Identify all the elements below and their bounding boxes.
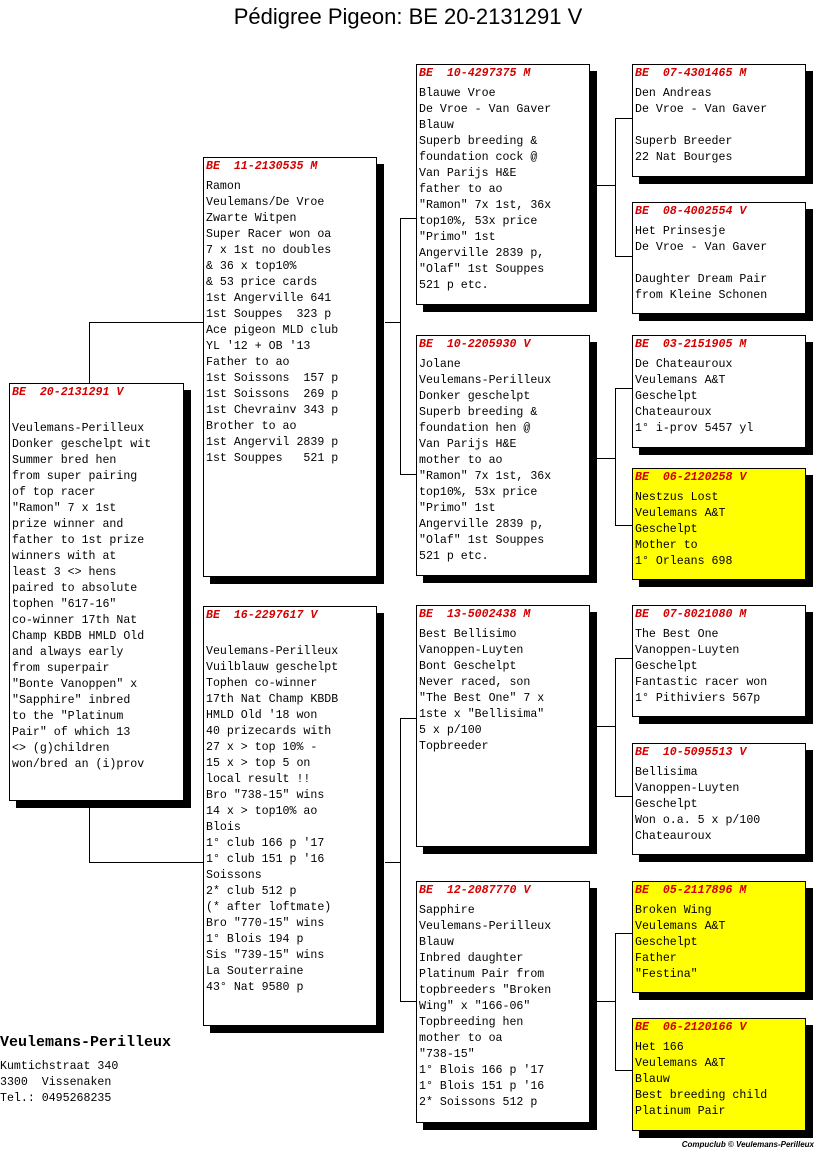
pigeon-info-line: 27 x > top 10% - — [206, 741, 318, 754]
pigeon-card-sire-sire — [416, 64, 590, 305]
pigeon-info-line: Soissons — [206, 869, 262, 882]
pigeon-info-line: Veulemans-Perilleux — [419, 920, 552, 933]
pigeon-info-line: Superb breeding & — [419, 406, 538, 419]
connector-line — [400, 1001, 416, 1002]
pigeon-info-line: Mother to — [635, 539, 698, 552]
pigeon-info-line: La Souterraine — [206, 965, 304, 978]
pigeon-info-line: Veulemans A&T — [635, 507, 726, 520]
ring-number: BE 10-5095513 V — [635, 746, 747, 759]
pigeon-info-line: paired to absolute — [12, 582, 138, 595]
pigeon-info-line: 521 p etc. — [419, 550, 489, 563]
pigeon-info-line: from Kleine Schonen — [635, 289, 768, 302]
pigeon-info-line: Blois — [206, 821, 241, 834]
pigeon-info-line: Geschelpt — [635, 936, 698, 949]
pigeon-info-line: Wing" x "166-06" — [419, 1000, 531, 1013]
connector-line — [89, 862, 204, 863]
pigeon-info-line: 1st Chevrainv 343 p — [206, 404, 339, 417]
pigeon-info-line — [635, 118, 803, 134]
pigeon-info-line: 2* club 512 p — [206, 885, 297, 898]
pigeon-info-line: co-winner 17th Nat — [12, 614, 138, 627]
pigeon-info-line: Donker geschelpt wit — [12, 438, 152, 451]
pigeon-info-line: HMLD Old '18 won — [206, 709, 318, 722]
pigeon-info-line: Blauw — [419, 936, 454, 949]
pigeon-info-line: Father — [635, 952, 677, 965]
pigeon-info-line: Never raced, son — [419, 676, 531, 689]
pigeon-info-line: Superb Breeder — [635, 135, 733, 148]
connector-line — [615, 525, 632, 526]
pigeon-card-dds — [632, 881, 806, 993]
pigeon-info-line — [635, 256, 803, 272]
pigeon-info-line: Vanoppen-Luyten — [419, 644, 524, 657]
pigeon-info-line: Bro "770-15" wins — [206, 917, 325, 930]
pigeon-info-line: mother to ao — [419, 454, 503, 467]
pigeon-info-line: Veulemans-Perilleux — [419, 374, 552, 387]
owner-phone: Tel.: 0495268235 — [0, 1092, 112, 1105]
pigeon-info-line: tophen "617-16" — [12, 598, 117, 611]
connector-line — [385, 862, 400, 863]
ring-number: BE 16-2297617 V — [206, 609, 318, 622]
pigeon-card-sds — [632, 335, 806, 448]
pigeon-info-line: "Sapphire" inbred — [12, 694, 131, 707]
pigeon-info-line — [12, 405, 181, 421]
ring-number: BE 06-2120166 V — [635, 1021, 747, 1034]
pigeon-card-sire — [203, 157, 377, 577]
connector-line — [597, 726, 615, 727]
connector-line — [615, 1070, 632, 1071]
pigeon-info-line: Donker geschelpt — [419, 390, 531, 403]
pigeon-info-line: from superpair — [12, 662, 110, 675]
pigeon-info-line: "The Best One" 7 x — [419, 692, 545, 705]
pigeon-info-line: of top racer — [12, 486, 96, 499]
pigeon-info-line: 1° Blois 166 p '17 — [419, 1064, 545, 1077]
pigeon-info-line: Bont Geschelpt — [419, 660, 517, 673]
pigeon-info-line: Daughter Dream Pair — [635, 273, 768, 286]
owner-address-city: 3300 Vissenaken — [0, 1076, 112, 1089]
pigeon-info-line: Platinum Pair — [635, 1105, 726, 1118]
pigeon-info-line — [206, 628, 374, 644]
pigeon-info-line: "Ramon" 7 x 1st — [12, 502, 117, 515]
ring-number: BE 05-2117896 M — [635, 884, 747, 897]
pigeon-info-line: Summer bred hen — [12, 454, 117, 467]
pigeon-info-line: Angerville 2839 p, — [419, 518, 545, 531]
pigeon-info-line: Superb breeding & — [419, 135, 538, 148]
pigeon-info-line: Geschelpt — [635, 523, 698, 536]
ring-number: BE 03-2151905 M — [635, 338, 747, 351]
pigeon-info-line: Nestzus Lost — [635, 491, 719, 504]
pigeon-info-line: Veulemans-Perilleux — [206, 645, 339, 658]
pigeon-info-line: 7 x 1st no doubles — [206, 244, 332, 257]
owner-name: Veulemans-Perilleux — [0, 1034, 172, 1051]
footer-credit: Compuclub © Veulemans-Perilleux — [681, 1140, 814, 1149]
pigeon-info-line: Father to ao — [206, 356, 290, 369]
connector-line — [615, 388, 616, 525]
ring-number: BE 11-2130535 M — [206, 160, 318, 173]
pigeon-info-line: Veulemans A&T — [635, 920, 726, 933]
pigeon-info-line: 2* Soissons 512 p — [419, 1096, 538, 1109]
connector-line — [615, 658, 616, 796]
pigeon-info-line: Sapphire — [419, 904, 475, 917]
pigeon-info-line: "Primo" 1st — [419, 231, 496, 244]
pigeon-info-line: top10%, 53x price — [419, 486, 538, 499]
pigeon-info-line: Het Prinsesje — [635, 225, 726, 238]
pigeon-info-line: Won o.a. 5 x p/100 — [635, 814, 761, 827]
pigeon-info-line: & 53 price cards — [206, 276, 318, 289]
pigeon-card-ddd — [632, 1018, 806, 1131]
pigeon-info-line: Best breeding child — [635, 1089, 768, 1102]
pigeon-card-dss — [632, 605, 806, 717]
pigeon-card-ssd — [632, 202, 806, 314]
pigeon-info-line: Pair" of which 13 — [12, 726, 131, 739]
ring-number: BE 06-2120258 V — [635, 471, 747, 484]
pigeon-info-line: Veulemans/De Vroe — [206, 196, 325, 209]
pigeon-info-line: "Bonte Vanoppen" x — [12, 678, 138, 691]
pigeon-info-line: Ramon — [206, 180, 241, 193]
connector-line — [400, 218, 401, 474]
connector-line — [400, 218, 416, 219]
pigeon-info-line: least 3 <> hens — [12, 566, 117, 579]
pigeon-info-line: from super pairing — [12, 470, 138, 483]
connector-line — [615, 658, 632, 659]
connector-line — [400, 718, 416, 719]
pigeon-info-line: Sis "739-15" wins — [206, 949, 325, 962]
connector-line — [615, 933, 632, 934]
pigeon-info-line: 1° Blois 151 p '16 — [419, 1080, 545, 1093]
pigeon-info-line: & 36 x top10% — [206, 260, 297, 273]
pigeon-info-line: (* after loftmate) — [206, 901, 332, 914]
pigeon-info-line: 22 Nat Bourges — [635, 151, 733, 164]
pigeon-info-line: 1° club 151 p '16 — [206, 853, 325, 866]
pigeon-info-line: Blauw — [419, 119, 454, 132]
pigeon-info-line: 521 p etc. — [419, 279, 489, 292]
pigeon-info-line: 15 x > top 5 on — [206, 757, 311, 770]
pigeon-info-line: 1° Blois 194 p — [206, 933, 304, 946]
pigeon-info-line: Geschelpt — [635, 798, 698, 811]
pigeon-info-line: Fantastic racer won — [635, 676, 768, 689]
pigeon-info-line: "Ramon" 7x 1st, 36x — [419, 470, 552, 483]
pigeon-info-line: De Vroe - Van Gaver — [419, 103, 552, 116]
pigeon-info-line: Den Andreas — [635, 87, 712, 100]
pigeon-info-line: Het 166 — [635, 1041, 684, 1054]
pigeon-info-line: foundation cock @ — [419, 151, 538, 164]
ring-number: BE 20-2131291 V — [12, 386, 124, 399]
pigeon-info-line: winners with at — [12, 550, 117, 563]
pigeon-info-line: to the "Platinum — [12, 710, 124, 723]
page-title: Pédigree Pigeon: BE 20-2131291 V — [233, 4, 583, 29]
pigeon-info-line: 1° club 166 p '17 — [206, 837, 325, 850]
pigeon-info-line: Bellisima — [635, 766, 698, 779]
pigeon-card-sss — [632, 64, 806, 177]
ring-number: BE 10-4297375 M — [419, 67, 531, 80]
pigeon-card-subject — [9, 383, 184, 801]
pigeon-info-line: <> (g)children — [12, 742, 110, 755]
pigeon-info-line: Veulemans A&T — [635, 374, 726, 387]
pigeon-info-line: Topbreeding hen — [419, 1016, 524, 1029]
pigeon-info-line: De Chateauroux — [635, 358, 733, 371]
pigeon-card-dam-dam — [416, 881, 590, 1123]
connector-line — [400, 718, 401, 1001]
connector-line — [400, 474, 416, 475]
pigeon-info-line: 1ste x "Bellisima" — [419, 708, 545, 721]
pigeon-info-line: Veulemans-Perilleux — [12, 422, 145, 435]
connector-line — [89, 322, 204, 323]
connector-line — [89, 322, 90, 383]
connector-line — [615, 118, 616, 256]
connector-line — [597, 458, 615, 459]
connector-line — [615, 796, 632, 797]
pigeon-info-line: topbreeders "Broken — [419, 984, 552, 997]
pigeon-info-line: Vuilblauw geschelpt — [206, 661, 339, 674]
pigeon-info-line: "Festina" — [635, 968, 698, 981]
pigeon-info-line: "Olaf" 1st Souppes — [419, 534, 545, 547]
connector-line — [385, 322, 400, 323]
pigeon-info-line: Angerville 2839 p, — [419, 247, 545, 260]
pigeon-info-line: father to 1st prize — [12, 534, 145, 547]
pigeon-info-line: Geschelpt — [635, 390, 698, 403]
pigeon-info-line: and always early — [12, 646, 124, 659]
pigeon-info-line: "Ramon" 7x 1st, 36x — [419, 199, 552, 212]
ring-number: BE 07-8021080 M — [635, 608, 747, 621]
ring-number: BE 12-2087770 V — [419, 884, 531, 897]
pigeon-info-line: Vanoppen-Luyten — [635, 644, 740, 657]
pigeon-info-line: father to ao — [419, 183, 503, 196]
pigeon-info-line: Jolane — [419, 358, 461, 371]
connector-line — [597, 1001, 615, 1002]
pigeon-info-line: Broken Wing — [635, 904, 712, 917]
ring-number: BE 07-4301465 M — [635, 67, 747, 80]
pigeon-info-line: "Olaf" 1st Souppes — [419, 263, 545, 276]
pigeon-info-line: Ace pigeon MLD club — [206, 324, 339, 337]
pigeon-info-line: Champ KBDB HMLD Old — [12, 630, 145, 643]
pigeon-info-line: Blauw — [635, 1073, 670, 1086]
pigeon-info-line: 1st Soissons 157 p — [206, 372, 339, 385]
pigeon-info-line: Zwarte Witpen — [206, 212, 297, 225]
pigeon-info-line: 1° Orleans 698 — [635, 555, 733, 568]
pigeon-info-line: top10%, 53x price — [419, 215, 538, 228]
pigeon-info-line: 1st Souppes 521 p — [206, 452, 339, 465]
connector-line — [89, 801, 90, 863]
pigeon-info-line: Van Parijs H&E — [419, 167, 517, 180]
pigeon-card-dsd — [632, 743, 806, 855]
pigeon-info-line: Brother to ao — [206, 420, 297, 433]
pigeon-info-line: 17th Nat Champ KBDB — [206, 693, 339, 706]
connector-line — [615, 118, 632, 119]
pigeon-info-line: The Best One — [635, 628, 719, 641]
pigeon-info-line: De Vroe - Van Gaver — [635, 103, 768, 116]
pigeon-info-line: prize winner and — [12, 518, 124, 531]
owner-address-street: Kumtichstraat 340 — [0, 1060, 119, 1073]
connector-line — [597, 185, 615, 186]
pigeon-info-line: foundation hen @ — [419, 422, 531, 435]
pigeon-info-line: local result !! — [206, 773, 311, 786]
pigeon-info-line: 14 x > top10% ao — [206, 805, 318, 818]
pigeon-info-line: won/bred an (i)prov — [12, 758, 145, 771]
pigeon-info-line: 1st Souppes 323 p — [206, 308, 332, 321]
pigeon-info-line: Chateauroux — [635, 830, 712, 843]
pigeon-info-line: De Vroe - Van Gaver — [635, 241, 768, 254]
pigeon-card-dam — [203, 606, 377, 1026]
pigeon-info-line: Inbred daughter — [419, 952, 524, 965]
connector-line — [615, 933, 616, 1070]
ring-number: BE 08-4002554 V — [635, 205, 747, 218]
pigeon-info-line: Blauwe Vroe — [419, 87, 496, 100]
pigeon-info-line: Vanoppen-Luyten — [635, 782, 740, 795]
pigeon-info-line: Veulemans A&T — [635, 1057, 726, 1070]
ring-number: BE 10-2205930 V — [419, 338, 531, 351]
pigeon-info-line: Bro "738-15" wins — [206, 789, 325, 802]
pigeon-info-line: Geschelpt — [635, 660, 698, 673]
pigeon-info-line: 1st Soissons 269 p — [206, 388, 339, 401]
pigeon-info-line: 1° Pithiviers 567p — [635, 692, 761, 705]
pigeon-info-line: Topbreeder — [419, 740, 489, 753]
pigeon-info-line: "Primo" 1st — [419, 502, 496, 515]
pigeon-info-line: 43° Nat 9580 p — [206, 981, 304, 994]
pigeon-info-line: mother to oa — [419, 1032, 503, 1045]
pigeon-info-line: 5 x p/100 — [419, 724, 482, 737]
pigeon-info-line: Van Parijs H&E — [419, 438, 517, 451]
pigeon-info-line: 40 prizecards with — [206, 725, 332, 738]
pigeon-info-line: "738-15" — [419, 1048, 475, 1061]
pigeon-card-sdd — [632, 468, 806, 580]
pigeon-info-line: 1st Angerville 641 — [206, 292, 332, 305]
ring-number: BE 13-5002438 M — [419, 608, 531, 621]
pigeon-info-line: Tophen co-winner — [206, 677, 318, 690]
pigeon-info-line: Chateauroux — [635, 406, 712, 419]
pigeon-card-dam-sire — [416, 605, 590, 847]
pigeon-card-sire-dam — [416, 335, 590, 576]
pigeon-info-line: Best Bellisimo — [419, 628, 517, 641]
connector-line — [615, 388, 632, 389]
connector-line — [615, 256, 632, 257]
pigeon-info-line: Platinum Pair from — [419, 968, 545, 981]
pigeon-info-line: YL '12 + OB '13 — [206, 340, 311, 353]
pigeon-info-line: 1° i-prov 5457 yl — [635, 422, 754, 435]
pigeon-info-line: 1st Angervil 2839 p — [206, 436, 339, 449]
pigeon-info-line: Super Racer won oa — [206, 228, 332, 241]
